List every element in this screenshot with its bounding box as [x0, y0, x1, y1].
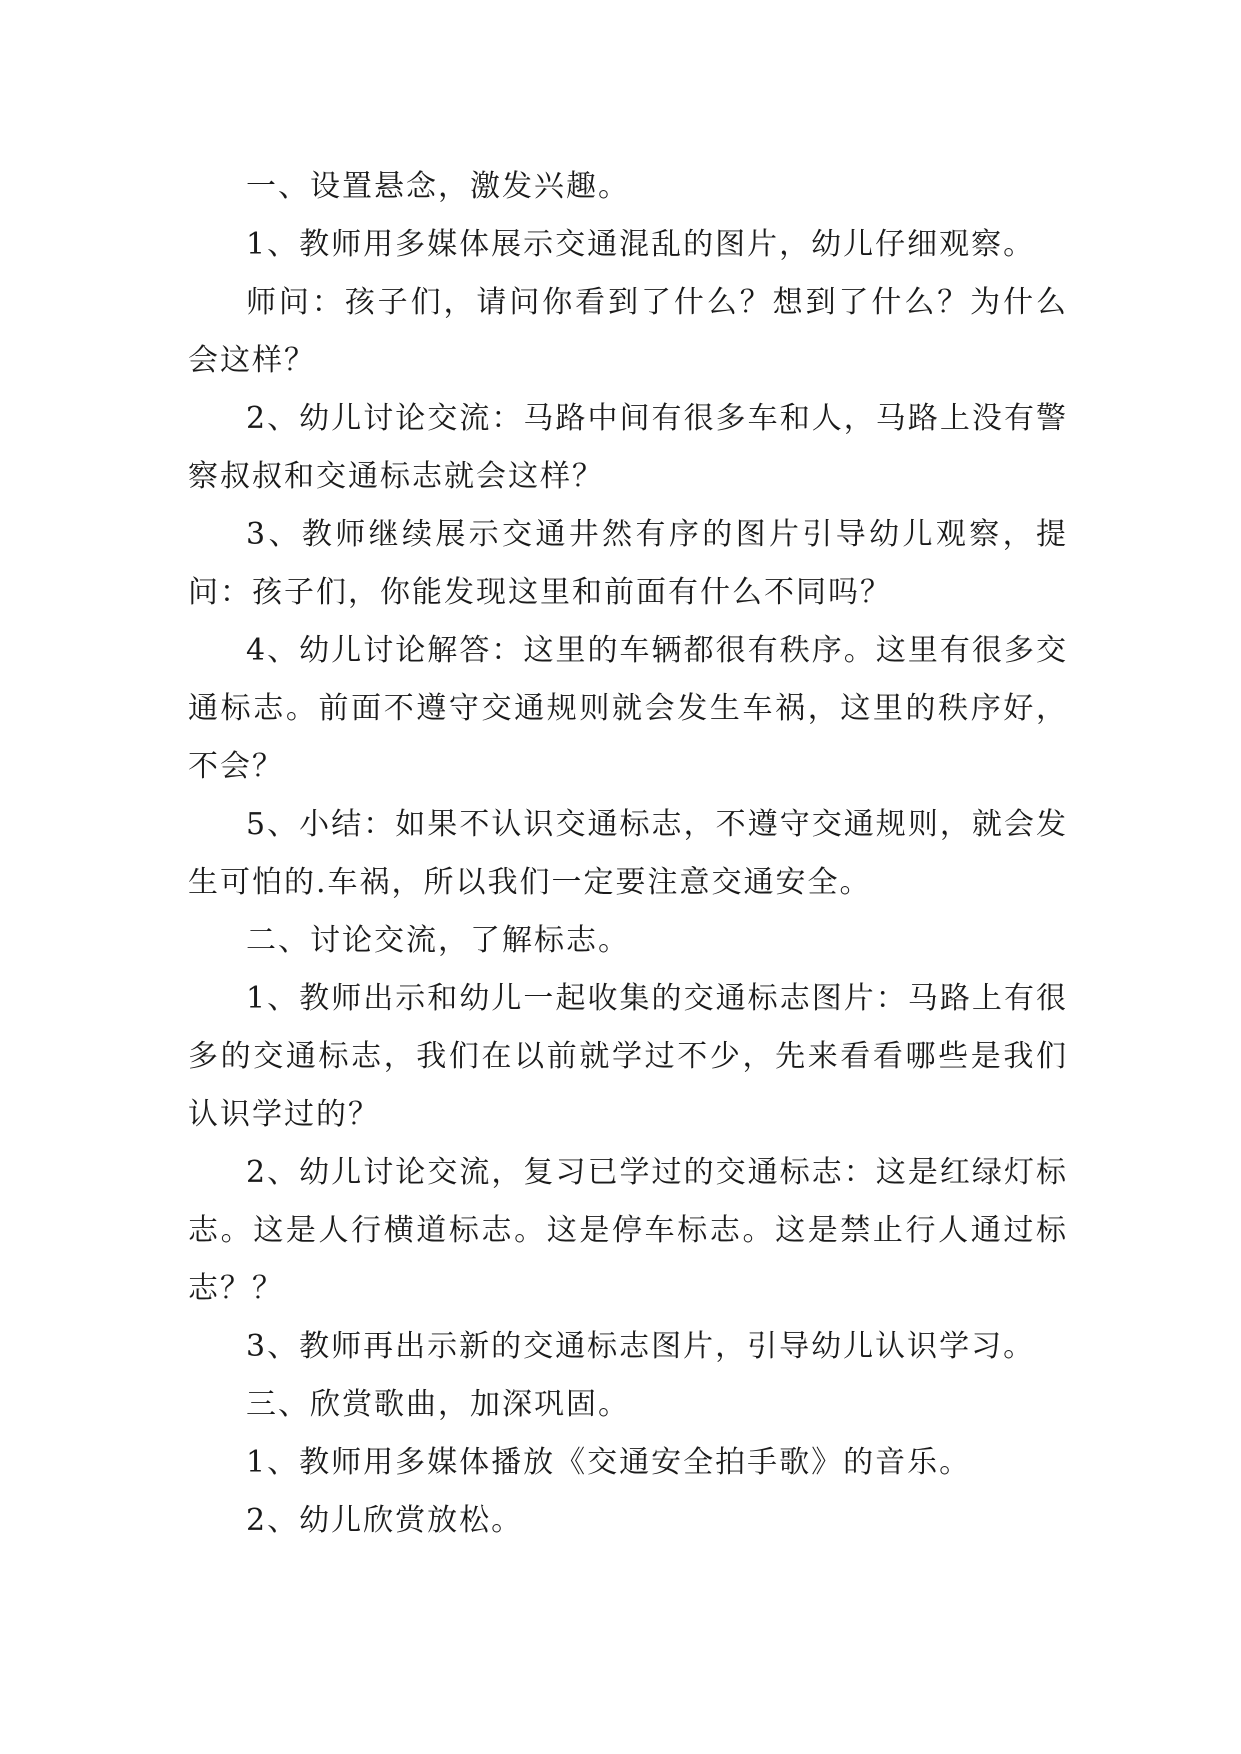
- paragraph: 1、教师用多媒体播放《交通安全拍手歌》的音乐。: [246, 1445, 972, 1480]
- paragraph: 师问：孩子们，请问你看到了什么？想到了什么？为什么会这样？: [188, 285, 1068, 378]
- document-body: [188, 158, 1068, 1550]
- section-heading-3: 三、欣赏歌曲，加深巩固。: [246, 1387, 630, 1422]
- paragraph: 1、教师用多媒体展示交通混乱的图片，幼儿仔细观察。: [246, 227, 1036, 262]
- paragraph: 2、幼儿讨论交流，复习已学过的交通标志：这是红绿灯标志。这是人行横道标志。这是停车标志。这是禁止行人通过标志？？: [188, 1155, 1068, 1306]
- section-heading-2: 二、讨论交流，了解标志。: [246, 923, 630, 958]
- paragraph: 4、幼儿讨论解答：这里的车辆都很有秩序。这里有很多交通标志。前面不遵守交通规则就会发生车祸，这里的秩序好，不会？: [188, 633, 1068, 784]
- paragraph: 2、幼儿欣赏放松。: [246, 1503, 524, 1538]
- paragraph: 3、教师继续展示交通井然有序的图片引导幼儿观察，提问：孩子们，你能发现这里和前面有什么不同吗？: [188, 517, 1068, 610]
- paragraph: 3、教师再出示新的交通标志图片，引导幼儿认识学习。: [246, 1329, 1036, 1364]
- paragraph: 5、小结：如果不认识交通标志，不遵守交通规则，就会发生可怕的.车祸，所以我们一定要注意交通安全。: [188, 807, 1068, 900]
- paragraph: 1、教师出示和幼儿一起收集的交通标志图片：马路上有很多的交通标志，我们在以前就学过不少，先来看看哪些是我们认识学过的？: [188, 981, 1068, 1132]
- paragraph: 2、幼儿讨论交流：马路中间有很多车和人，马路上没有警察叔叔和交通标志就会这样？: [188, 401, 1068, 494]
- section-heading-1: 一、设置悬念，激发兴趣。: [246, 169, 630, 204]
